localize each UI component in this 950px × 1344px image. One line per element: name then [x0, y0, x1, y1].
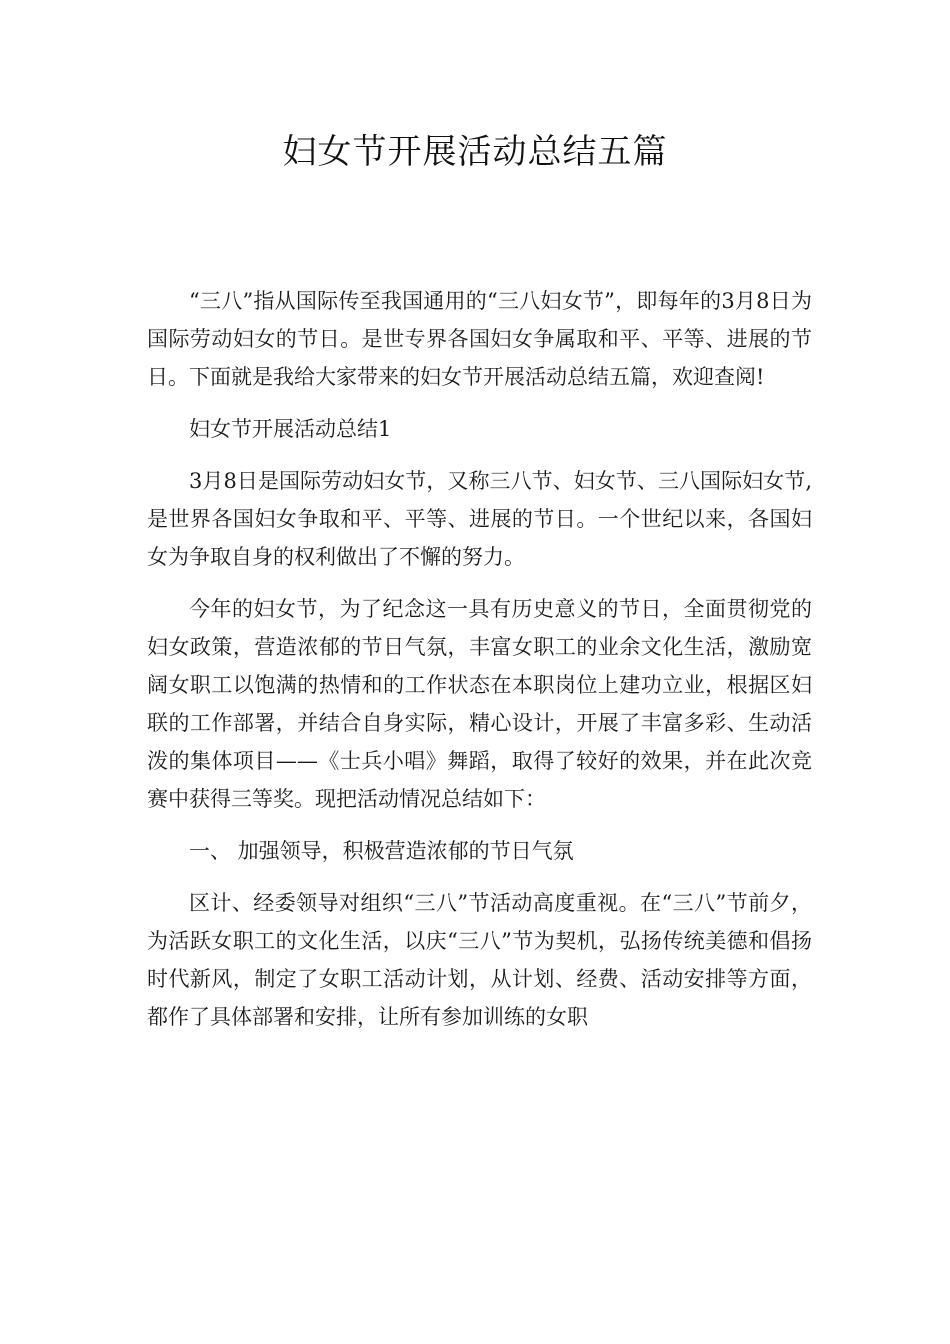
document-title: 妇女节开展活动总结五篇 [282, 132, 668, 172]
section-heading-1: 妇女节开展活动总结1 [189, 417, 392, 441]
intro-paragraph: “三八”指从国际传至我国通用的“三八妇女节”，即每年的3月8日为国际劳动妇女的节日。是世专界各国妇女争属取和平、平等、进展的节日。下面就是我给大家带来的妇女节开展活动总结五篇，欢迎查阅! [147, 289, 812, 389]
body-paragraph: 3月8日是国际劳动妇女节，又称三八节、妇女节、三八国际妇女节,是世界各国妇女争取和平、平等、进展的节日。一个世纪以来，各国妇女为争取自身的权利做出了不懈的努力。 [147, 469, 812, 569]
document-body [147, 282, 812, 1050]
body-paragraph: 区计、经委领导对组织“三八”节活动高度重视。在“三八”节前夕，为活跃女职工的文化生活，以庆“三八”节为契机，弘扬传统美德和倡扬时代新风，制定了女职工活动计划，从计划、经费、活动安排等方面，都作了具体部署和安排，让所有参加训练的女职 [147, 891, 812, 1029]
subheading-1: 一、 加强领导，积极营造浓郁的节日气氛 [189, 839, 574, 863]
body-paragraph: 今年的妇女节，为了纪念这一具有历史意义的节日，全面贯彻党的妇女政策，营造浓郁的节日气氛，丰富女职工的业余文化生活，激励宽阔女职工以饱满的热情和的工作状态在本职岗位上建功立业，根据区妇联的工作部署，并结合自身实际，精心设计，开展了丰富多彩、生动活泼的集体项目——《士兵小唱》舞蹈，取得了较好的效果，并在此次竞赛中获得三等奖。现把活动情况总结如下： [147, 597, 812, 811]
